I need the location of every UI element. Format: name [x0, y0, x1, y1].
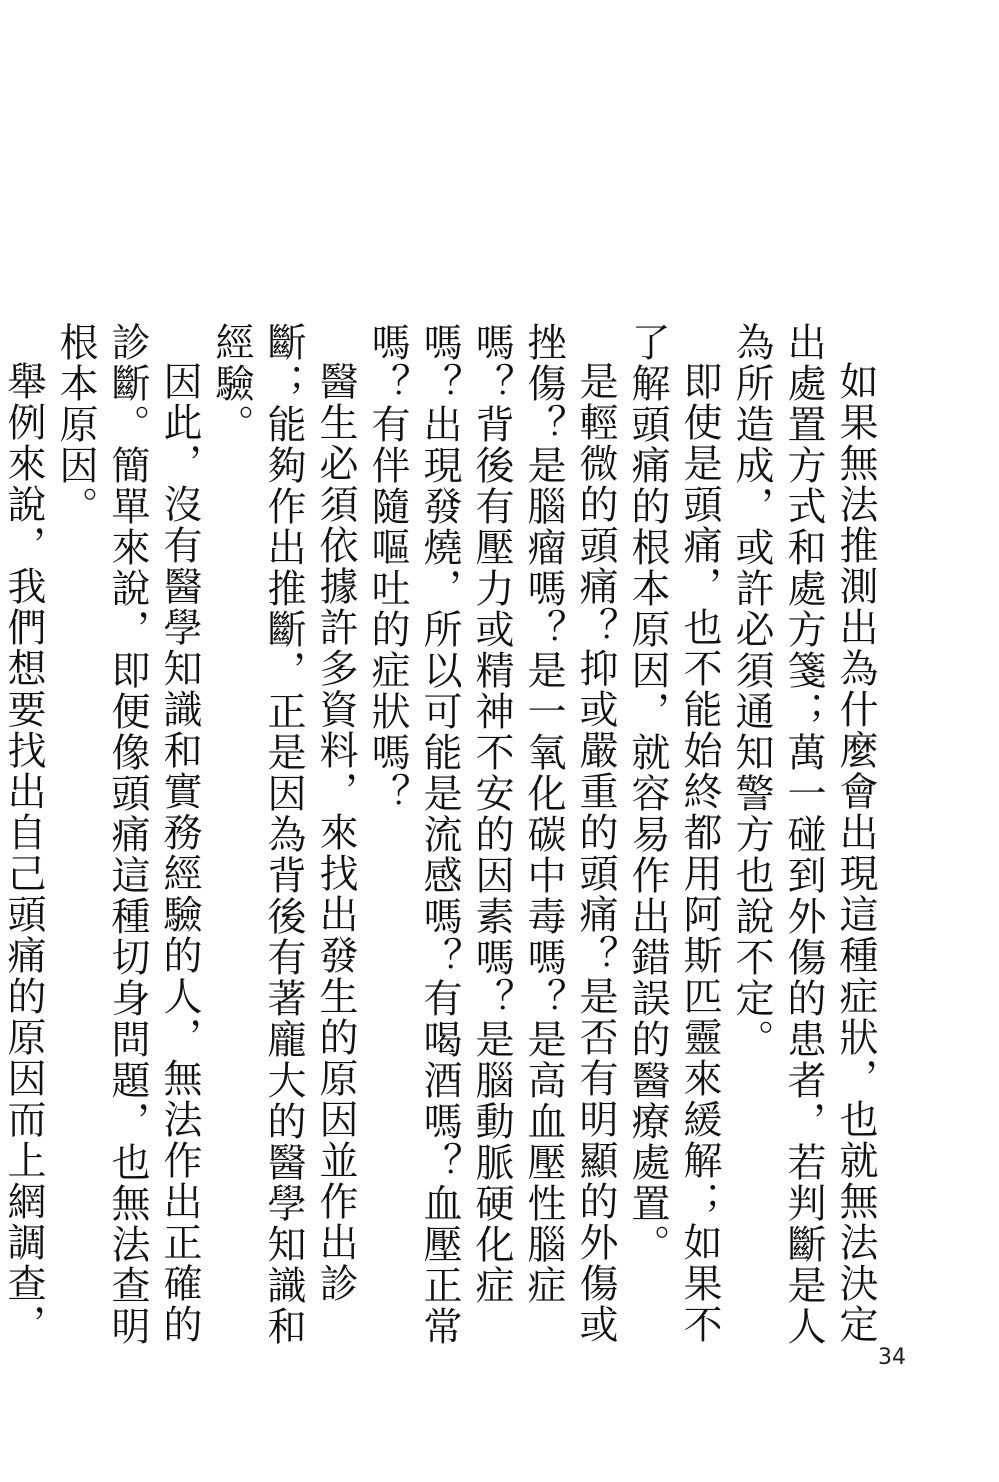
page-number: 34: [878, 1345, 906, 1370]
paragraph-4: 醫生必須依據許多資料，來找出發生的原因並作出診斷；能夠作出推斷，正是因為背後有著龐大的醫學知識和經驗。: [209, 322, 358, 1347]
paragraph-1: 如果無法推測出為什麼會出現這種症狀，也就無法決定出處置方式和處方箋；萬一碰到外傷的患者，若判斷是人為所造成，或許必須通知警方也說不定。: [729, 322, 878, 1347]
vertical-text-body: [1, 322, 881, 1352]
paragraph-2: 即使是頭痛，也不能始終都用阿斯匹靈來緩解；如果不了解頭痛的根本原因，就容易作出錯誤的醫療處置。: [625, 322, 722, 1345]
paragraph-3: 是輕微的頭痛？抑或嚴重的頭痛？是否有明顯的外傷或挫傷？是腦瘤嗎？是一氧化碳中毒嗎？是高血壓性腦症嗎？背後有壓力或精神不安的因素嗎？是腦動脈硬化症嗎？出現發燒，所以可能是流感嗎？有喝酒嗎？血壓正常嗎？有伴隨嘔吐的症狀嗎？: [365, 322, 618, 1347]
paragraph-5: 因此，沒有醫學知識和實務經驗的人，無法作出正確的診斷。簡單來說，即便像頭痛這種切身問題，也無法查明根本原因。: [53, 322, 202, 1347]
paragraph-6: 舉例來說，我們想要找出自己頭痛的原因而上網調查，: [1, 361, 46, 1345]
